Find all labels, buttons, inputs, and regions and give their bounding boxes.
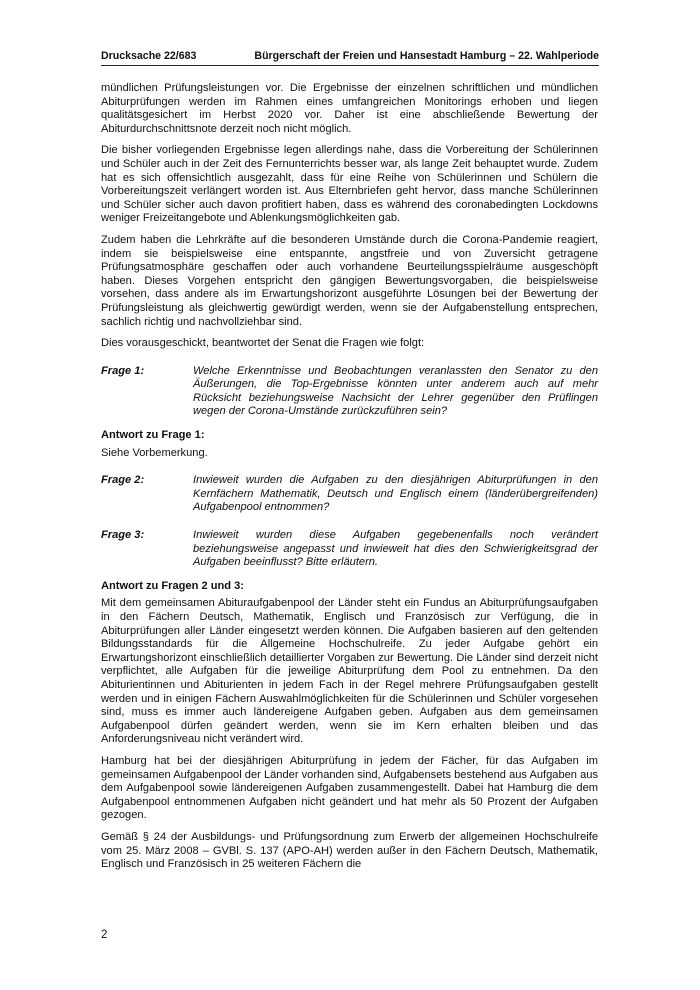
paragraph: Gemäß § 24 der Ausbildungs- und Prüfungsordnung zum Erwerb der allgemeinen Hochschulreife vom 25. März 2008 – GVBl. S. 137 (APO-AH) werden außer in den Fächern Deutsch, Mathematik, Englisch und Französisch in 25 weiteren Fächern die [101,830,598,871]
question-label: Frage 1: [101,364,145,377]
paragraph: Zudem haben die Lehrkräfte auf die besonderen Umstände durch die Corona-Pandemie reagiert, indem sie beispielsweise eine entspannte, angstfreie und von Zuversicht getragene Prüfungsatmosphäre geschaffen oder auch vorhandene Beurteilungsspielräume ausgeschöpft haben. Dieses Vorgehen entspricht den gängigen Bewertungsvorgaben, die beispielsweise vorsehen, dass andere als im Erwartungshorizont ausgeführte Lösungen bei der Bewertung der Prüfungsleistung als gleichwertig gewürdigt werden, wenn sie der Aufgabenstellung entsprechen, sachlich richtig und nachvollziehbar sind. [101,233,598,328]
header-divider [101,65,599,66]
paragraph: Die bisher vorliegenden Ergebnisse legen allerdings nahe, dass die Vorbereitung der Schülerinnen und Schüler auch in der Zeit des Fernunterrichts besser war, als lange Zeit behauptet wurde. Zudem hat es sich offensichtlich ausgezahlt, dass für eine Reihe von Schülerinnen und Schülern die Vorbereitungszeit verlängert worden ist. Aus Elternbriefen geht hervor, dass manche Schülerinnen und Schüler sicher auch davon profitiert haben, dass es während des coronabedingten Lockdowns weniger Freizeitangebote und Ablenkungsmöglichkeiten gab. [101,144,598,225]
answer-heading: Antwort zu Fragen 2 und 3: [101,579,244,592]
document-number: Drucksache 22/683 [101,50,197,62]
paragraph: mündlichen Prüfungsleistungen vor. Die Ergebnisse der einzelnen schriftlichen und mündlichen Abiturprüfungen werden im Rahmen eines umfangreichen Monitorings erhoben und liegen qualitätsgesichert im Herbst 2020 vor. Daher ist eine abschließende Bewertung der Abiturdurchschnittsnote derzeit noch nicht möglich. [101,82,598,135]
paragraph: Mit dem gemeinsamen Abituraufgabenpool der Länder steht ein Fundus an Abiturprüfungsaufgaben in den Fächern Deutsch, Mathematik, Englisch und Französisch zur Verfügung, die in Abiturprüfungen aller Länder eingesetzt werden können. Die Aufgaben basieren auf den geltenden Bildungsstandards für die Allgemeine Hochschulreife. Zu jeder Aufgabe gehört ein Erwartungshorizont einschließlich detaillierter Vorgaben zur Bewertung. Die Länder sind derzeit nicht verpflichtet, alle Aufgaben für die jeweilige Abiturprüfung dem Pool zu entnehmen. Da den Abiturientinnen und Abiturienten in jedem Fach in der Regel mehrere Prüfungsaufgaben gestellt werden und in einigen Fächern Auswahlmöglichkeiten für die Schülerinnen und Schüler vorgesehen sind, muss es immer auch ländereigene Aufgaben geben. Aufgaben aus dem gemeinsamen Aufgabenpool dürfen geändert werden, wenn sie im Kern erhalten bleiben und das Anforderungsniveau nicht verändert wird. [101,597,598,746]
question-text: Inwieweit wurden diese Aufgaben gegebenenfalls noch verändert beziehungsweise angepasst und inwieweit hat dies den Schwierigkeitsgrad der Aufgaben beeinflusst? Bitte erläutern. [193,529,598,569]
paragraph: Hamburg hat bei der diesjährigen Abiturprüfung in jedem der Fächer, für das Aufgaben im gemeinsamen Aufgabenpool der Länder vorhanden sind, Aufgabensets bestehend aus Aufgaben aus dem Aufgabenpool sowie ländereigenen Aufgaben zusammengestellt. Dabei hat Hamburg die dem Aufgabenpool entnommenen Aufgaben nicht geändert und hat mehr als 50 Prozent der Aufgaben gezogen. [101,754,598,822]
document-body [101,82,598,880]
page-header [101,50,599,62]
page-number: 2 [101,929,108,941]
answer-heading: Antwort zu Frage 1: [101,429,205,442]
question-2 [101,474,598,515]
question-1 [101,365,598,419]
question-text: Welche Erkenntnisse und Beobachtungen veranlassten den Senator zu den Äußerungen, die Top-Ergebnisse könnten unter anderem auch auf mehr Rücksicht beziehungsweise Nachsicht der Lehrer gegenüber den Prüflingen wegen der Corona-Umstände zurückzuführen sein? [193,364,598,418]
question-text: Inwieweit wurden die Aufgaben zu den diesjährigen Abiturprüfungen in den Kernfächern Mathematik, Deutsch und Englisch einem (länderübergreifenden) Aufgabenpool entnommen? [193,474,598,514]
question-label: Frage 3: [101,529,145,542]
paragraph: Dies vorausgeschickt, beantwortet der Senat die Fragen wie folgt: [101,337,425,350]
answer-text: Siehe Vorbemerkung. [101,446,208,459]
question-label: Frage 2: [101,474,145,487]
question-3 [101,529,598,570]
parliament-title: Bürgerschaft der Freien und Hansestadt Hamburg – 22. Wahlperiode [254,50,599,62]
